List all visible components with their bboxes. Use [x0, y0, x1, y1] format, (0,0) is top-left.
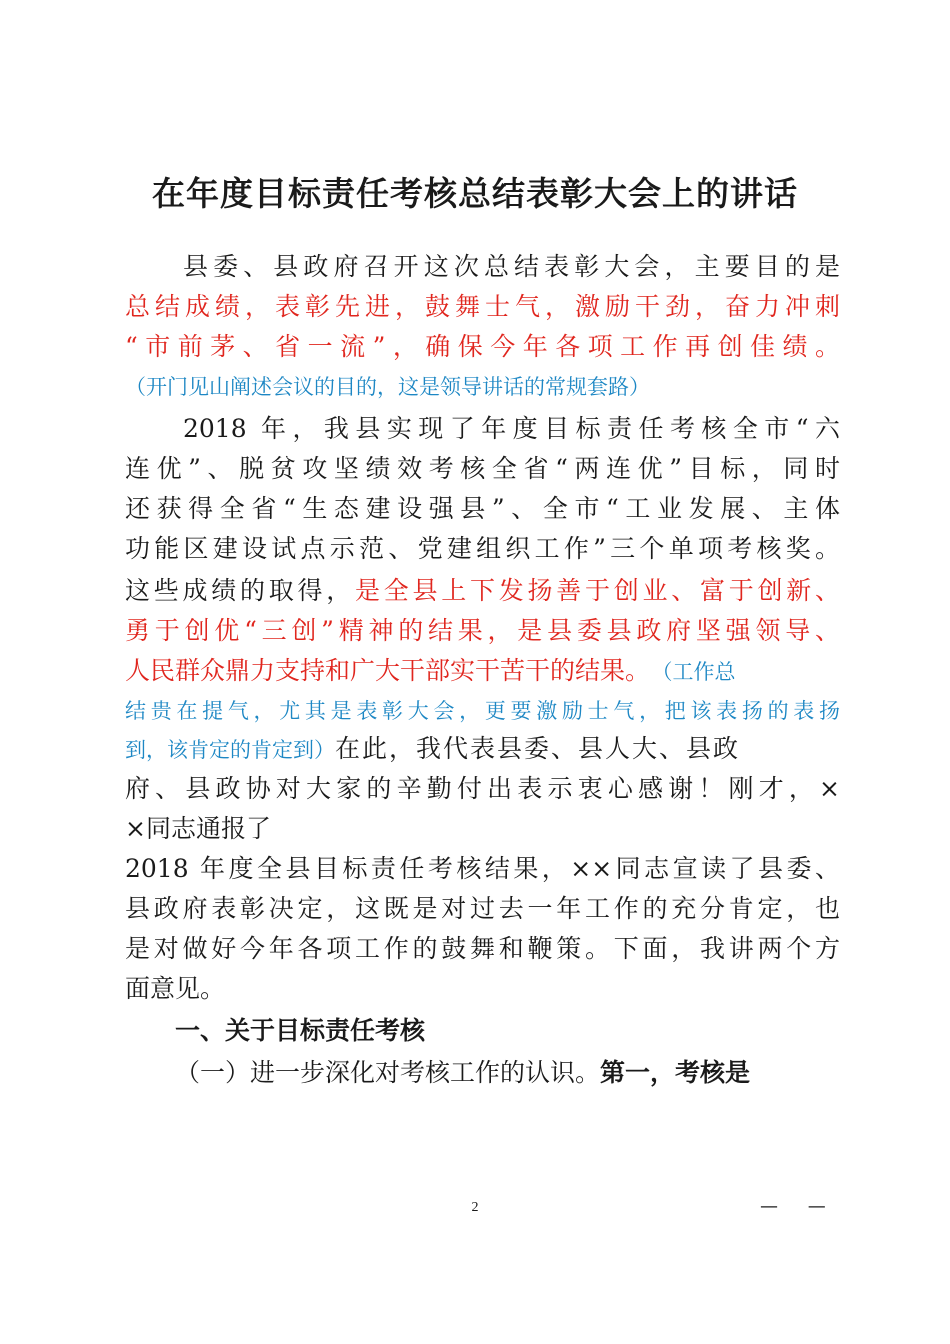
- p2-line-10: 府、县政协对大家的辛勤付出表示衷心感谢！刚才，×: [125, 774, 840, 803]
- p3-line-3: 是对做好今年各项工作的鼓舞和鞭策。下面，我讲两个方: [125, 934, 840, 963]
- p2-line-2: 连优”、脱贫攻坚绩效考核全省“两连优”目标，同时: [125, 454, 840, 483]
- p1-line-3: “市前茅、省一流”，确保今年各项工作再创佳绩。: [125, 332, 840, 361]
- p2-line-3: 还获得全省“生态建设强县”、全市“工业发展、主体: [125, 494, 840, 523]
- p3-line-1: 2018 年度全县目标责任考核结果，××同志宣读了县委、: [125, 854, 840, 883]
- p2-line-7-emphasis: 人民群众鼎力支持和广大干部实干苦干的结果。: [125, 656, 651, 685]
- subsection-line: [175, 1054, 840, 1092]
- p1-line-1: 县委、县政府召开这次总结表彰大会，主要目的是: [183, 252, 840, 281]
- p2-line-1: 2018 年，我县实现了年度目标责任考核全市“六: [183, 414, 840, 443]
- subsection-bold-lead: 第一，考核是: [600, 1058, 751, 1087]
- p2-line-4: 功能区建设试点示范、党建组织工作”三个单项考核奖。: [125, 534, 840, 563]
- section-heading: 一、关于目标责任考核: [175, 1016, 426, 1045]
- p2-line-9: [125, 730, 840, 769]
- p3-line-2: 县政府表彰决定，这既是对过去一年工作的充分肯定，也: [125, 894, 840, 923]
- page-number: 2: [471, 1200, 479, 1215]
- p2-line-7: [125, 652, 840, 691]
- p2-line-6: 勇于创优“三创”精神的结果，是县委县政府坚强领导、: [125, 616, 840, 645]
- p2-line-9-plain: 在此，我代表县委、县人大、县政: [335, 734, 741, 763]
- p2-line-9-annotation: 到，该肯定的肯定到）: [125, 738, 335, 762]
- p3-line-4: 面意见。: [125, 974, 226, 1003]
- p2-line-5-plain: 这些成绩的取得，: [125, 576, 355, 605]
- footer-dashes: — —: [760, 1196, 838, 1217]
- p2-line-7-annotation: （工作总: [662, 660, 736, 684]
- p2-line-11: ×同志通报了: [125, 814, 271, 843]
- p1-line-2: 总结成绩，表彰先进，鼓舞士气，激励干劲，奋力冲刺: [125, 292, 840, 321]
- page-title: 在年度目标责任考核总结表彰大会上的讲话: [152, 174, 798, 213]
- p2-annotation-line: 结贵在提气，尤其是表彰大会，更要激励士气，把该表扬的表扬: [125, 699, 840, 723]
- p2-line-5: [125, 572, 840, 610]
- subsection-title: （一）进一步深化对考核工作的认识。: [175, 1058, 601, 1087]
- p1-annotation: （开门见山阐述会议的目的，这是领导讲话的常规套路）: [125, 375, 650, 399]
- p2-line-5-emphasis: 是全县上下发扬善于创业、富于创新、: [355, 576, 840, 605]
